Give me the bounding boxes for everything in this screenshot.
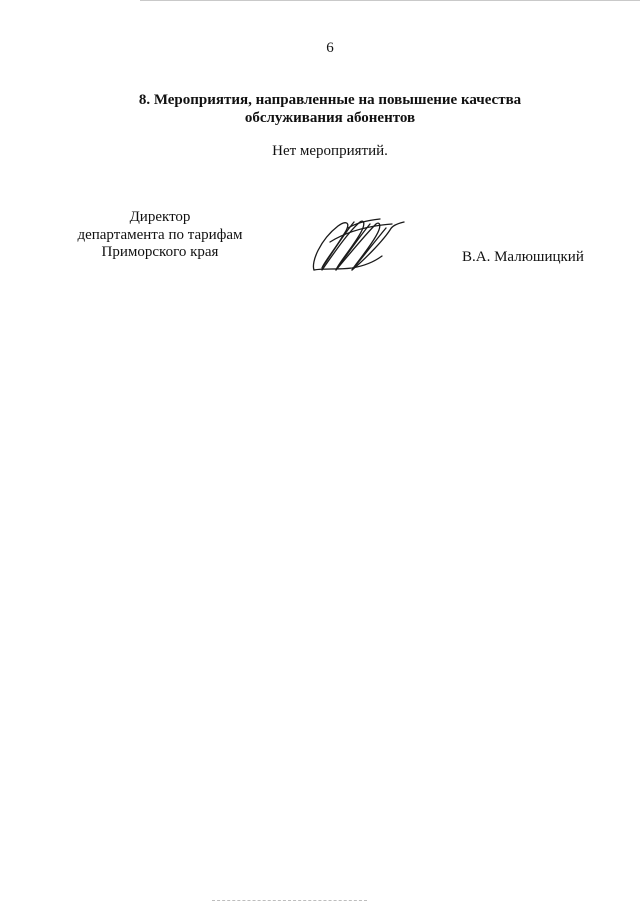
signatory-position-line-1: Директор xyxy=(129,209,191,225)
signatory-position xyxy=(55,209,265,262)
no-events-text: Нет мероприятий. xyxy=(272,143,388,159)
signatory-position-line-3: Приморского края xyxy=(101,244,219,260)
page-number: 6 xyxy=(326,40,334,56)
scan-edge-top xyxy=(140,0,640,1)
signature-stroke xyxy=(336,223,386,270)
section-title-line-2: обслуживания абонентов xyxy=(244,110,416,126)
signatory-name: В.А. Малюшицкий xyxy=(462,249,584,265)
section-title-line-1: 8. Мероприятия, направленные на повышение качества xyxy=(138,92,522,108)
handwritten-signature-icon xyxy=(308,210,408,276)
scan-edge-bottom xyxy=(212,900,367,902)
signature-stroke xyxy=(313,222,354,270)
signatory-position-line-2: департамента по тарифам xyxy=(77,226,243,243)
section-title xyxy=(100,91,560,127)
